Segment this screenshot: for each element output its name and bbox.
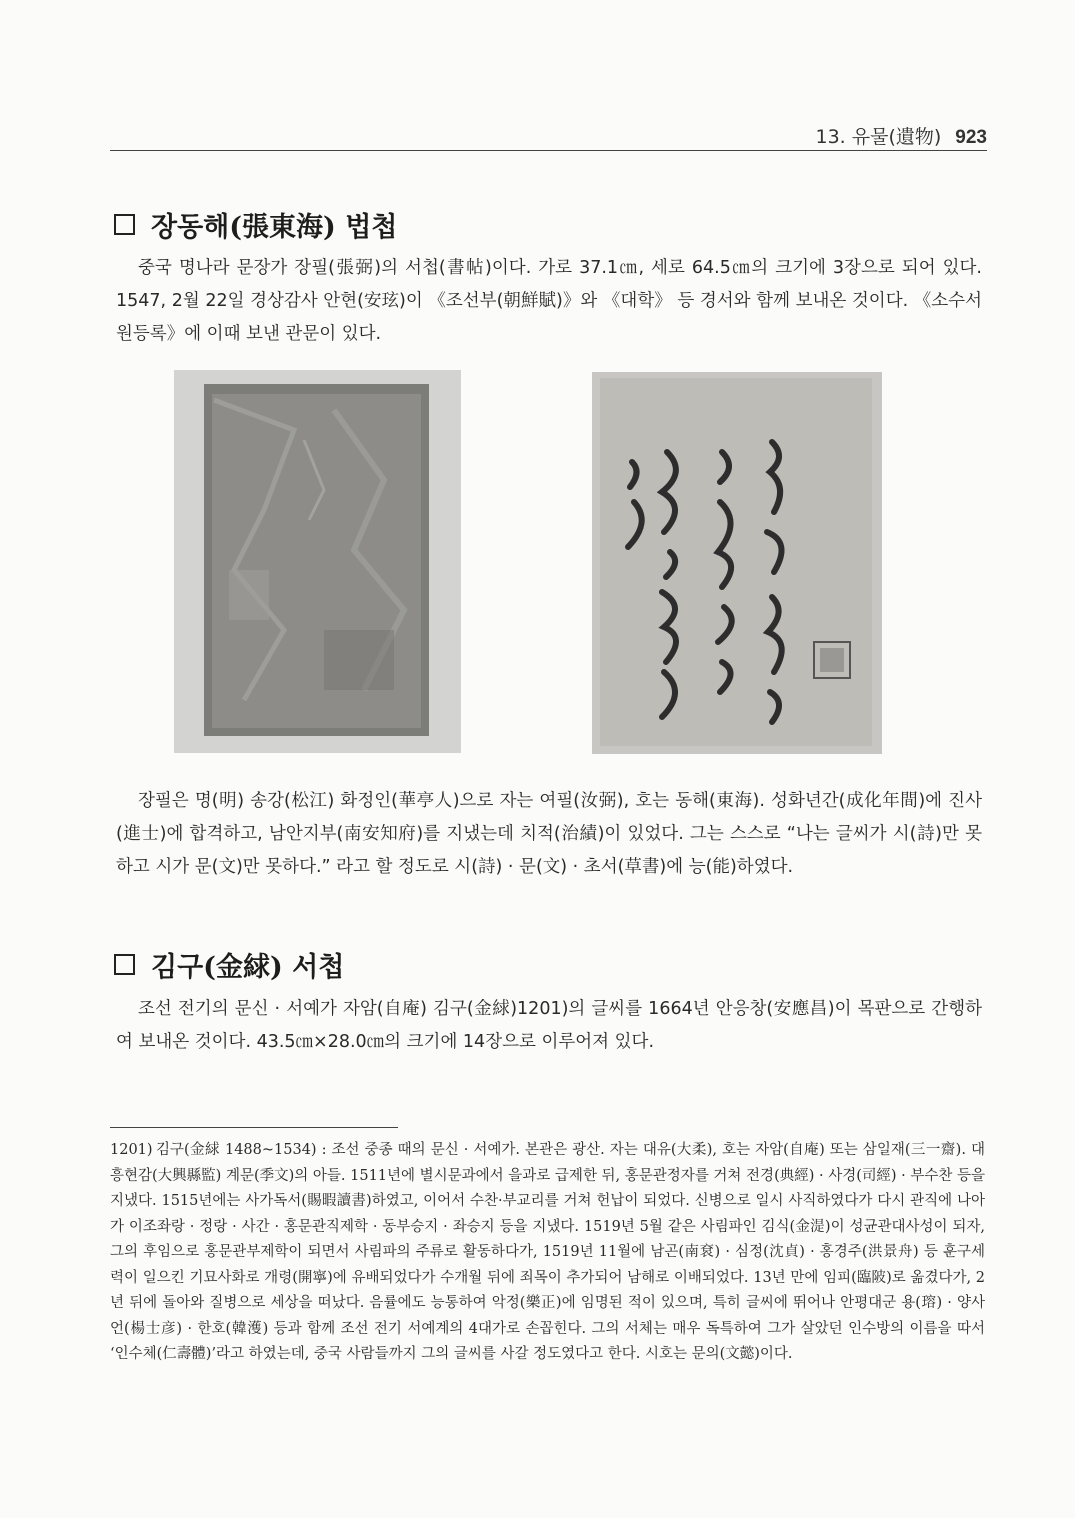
header-rule <box>110 150 987 151</box>
section-title-jang-donghae <box>114 205 397 244</box>
section-title-text: 장동해(張東海) 법첩 <box>151 212 398 243</box>
footnote-1201 <box>110 1138 985 1368</box>
footnote-text: 김구(金絿 1488~1534) : 조선 중종 때의 문신 · 서예가. 본관은 광산. 자는 대유(大柔), 호는 자암(自庵) 또는 삼일재(三一齋). 대흥현감(大興縣監) 계문(季文)의 아들. 1511년에 별시문과에서 을과로 급제한 뒤, 홍문관정자를 거쳐 전경(典經) · 사경(司經) · 부수찬 등을 지냈다. 1515년에는 사가독서(賜暇讀書)하였고, 이어서 수찬·부교리를 거쳐 헌납이 되었다. 신병으로 일시 사직하였다가 다시 관직에 나아가 이조좌랑 · 정랑 · 사간 · 홍문관직제학 · 동부승지 · 좌승지 등을 지냈다. 1519년 5월 같은 사림파인 김식(金湜)이 성균관대사성이 되자, 그의 후임으로 홍문관부제학이 되면서 사림파의 주류로 활동하다가, 1519년 11월에 남곤(南袞) · 심정(沈貞) · 홍경주(洪景舟) 등 훈구세력이 일으킨 기묘사화로 개령(開寧)에 유배되었다가 수개월 뒤에 죄목이 추가되어 남해로 이배되었다. 13년 만에 임피(臨陂)로 옮겼다가, 2년 뒤에 돌아와 질병으로 세상을 떠났다. 음률에도 능통하여 악정(樂正)에 임명된 적이 있으며, 특히 글씨에 뛰어나 안평대군 용(瑢) · 양사언(楊士彦) · 한호(韓濩) 등과 함께 조선 전기 서예계의 4대가로 손꼽힌다. 그의 서체는 매우 독특하여 그가 살았던 인수방의 이름을 따서 ‘인수체(仁壽體)’라고 하였는데, 중국 사람들까지 그의 글씨를 사갈 정도였다고 한다. 시호는 문의(文懿)이다. <box>110 1142 986 1362</box>
calligraphy-page-photo <box>592 372 882 754</box>
page-number: 923 <box>955 127 987 148</box>
checkbox-bullet-icon <box>114 954 135 975</box>
footnote-number: 1201) <box>110 1142 153 1158</box>
footnote-rule <box>110 1127 398 1128</box>
section1-intro <box>116 252 982 351</box>
book-cover-photo <box>174 370 461 753</box>
section2-paragraph: 조선 전기의 문신 · 서예가 자암(自庵) 김구(金絿)1201)의 글씨를 1664년 안응창(安應昌)이 목판으로 간행하여 보내온 것이다. 43.5㎝×28.0㎝의 크기에 14장으로 이루어져 있다. <box>116 999 982 1052</box>
section2-intro <box>116 993 982 1059</box>
chapter-label: 13. 유물(遺物) <box>815 126 942 148</box>
running-header <box>816 122 988 149</box>
checkbox-bullet-icon <box>114 214 135 235</box>
section1-biography <box>116 785 982 884</box>
section1-paragraph-2: 장필은 명(明) 송강(松江) 화정인(華亭人)으로 자는 여필(汝弼), 호는 동해(東海). 성화년간(成化年間)에 진사(進士)에 합격하고, 남안지부(南安知府)를 지냈는데 치적(治績)이 있었다. 그는 스스로 “나는 글씨가 시(詩)만 못하고 시가 문(文)만 못하다.” 라고 할 정도로 시(詩) · 문(文) · 초서(草書)에 능(能)하였다. <box>116 791 982 877</box>
section1-paragraph: 중국 명나라 문장가 장필(張弼)의 서첩(書帖)이다. 가로 37.1㎝, 세로 64.5㎝의 크기에 3장으로 되어 있다. 1547, 2월 22일 경상감사 안현(安玹)이 《조선부(朝鮮賦)》와 《대학》 등 경서와 함께 보내온 것이다. 《소수서원등록》에 이때 보낸 관문이 있다. <box>116 258 982 344</box>
section-title-kim-gu <box>114 945 344 984</box>
section-title-text: 김구(金絿) 서첩 <box>151 952 345 983</box>
